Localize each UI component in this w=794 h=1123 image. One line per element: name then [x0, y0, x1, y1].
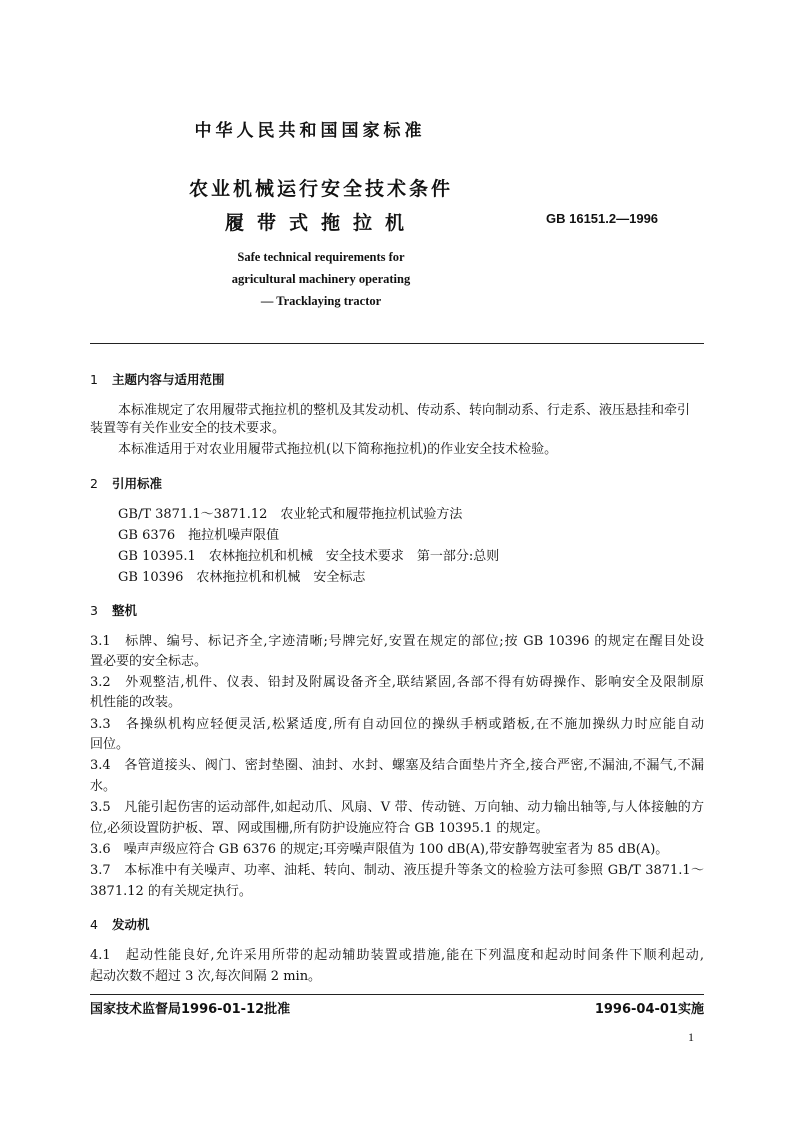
clause-line: 机性能的改装。: [90, 695, 182, 710]
reference-item: GB 6376 拖拉机噪声限值: [118, 528, 280, 543]
clause-line: 回位。: [90, 737, 130, 752]
clause-line: 3.7 本标准中有关噪声、功率、油耗、转向、制动、液压提升等条文的检验方法可参照 GB/T 3871.1～: [90, 863, 704, 878]
clause-line: 3.6 噪声声级应符合 GB 6376 的规定;耳旁噪声限值为 100 dB(A),带安静驾驶室者为 85 dB(A)。: [90, 842, 669, 857]
section-number: 3: [90, 603, 98, 618]
clause-line: 3.1 标牌、编号、标记齐全,字迹清晰;号牌完好,安置在规定的部位;按 GB 10396 的规定在醒目处设: [90, 634, 704, 649]
clause-line: 位,必须设置防护板、罩、网或围栅,所有防护设施应符合 GB 10395.1 的规定。: [90, 821, 549, 836]
section-number: 4: [90, 917, 98, 932]
clause-line: 置必要的安全标志。: [90, 654, 208, 669]
reference-item: GB/T 3871.1～3871.12 农业轮式和履带拖拉机试验方法: [118, 507, 463, 522]
reference-item: GB 10396 农林拖拉机和机械 安全标志: [118, 570, 366, 585]
english-title-line2: agricultural machinery operating: [231, 272, 411, 286]
page-number: 1: [688, 1030, 694, 1044]
section-number: 2: [90, 476, 98, 491]
section-heading: [90, 372, 225, 388]
header-divider: [90, 343, 704, 344]
section-number: 1: [90, 372, 98, 387]
section-heading: [90, 476, 162, 492]
section-title: 发动机: [112, 917, 150, 932]
section-heading: [90, 603, 137, 619]
clause-line: 3.3 各操纵机构应轻便灵活,松紧适度,所有自动回位的操纵手柄或踏板,在不施加操纵力时应能自动: [90, 717, 704, 732]
english-title-line3: — Tracklaying tractor: [260, 294, 382, 308]
clause-line: 起动次数不超过 3 次,每次间隔 2 min。: [90, 969, 322, 984]
implementation-date: 1996-04-01实施: [594, 1002, 704, 1017]
national-standard-heading: 中华人民共和国国家标准: [194, 121, 426, 141]
footer-divider: [90, 994, 704, 995]
clause-line: 3871.12 的有关规定执行。: [90, 884, 252, 899]
paragraph-line: 本标准规定了农用履带式拖拉机的整机及其发动机、传动系、转向制动系、行走系、液压悬挂和牵引: [118, 403, 691, 418]
standard-code: GB 16151.2—1996: [546, 211, 659, 226]
document-title-line2: 履带式拖拉机: [224, 212, 417, 234]
reference-item: GB 10395.1 农林拖拉机和机械 安全技术要求 第一部分:总则: [118, 549, 500, 564]
clause-line: 3.2 外观整洁,机件、仪表、铅封及附属设备齐全,联结紧固,各部不得有妨碍操作、影响安全及限制原: [90, 675, 704, 690]
section-title: 主题内容与适用范围: [112, 372, 225, 387]
clause-line: 3.4 各管道接头、阀门、密封垫圈、油封、水封、螺塞及结合面垫片齐全,接合严密,不漏油,不漏气,不漏: [90, 758, 704, 773]
document-title-line1: 农业机械运行安全技术条件: [188, 178, 453, 200]
approval-date: 国家技术监督局1996-01-12批准: [90, 1002, 291, 1017]
section-title: 整机: [112, 603, 138, 618]
english-title-line1: Safe technical requirements for: [237, 250, 405, 264]
clause-line: 水。: [90, 779, 117, 794]
section-title: 引用标准: [112, 476, 163, 491]
paragraph-line: 本标准适用于对农业用履带式拖拉机(以下简称拖拉机)的作业安全技术检验。: [118, 442, 558, 457]
section-heading: [90, 917, 150, 933]
paragraph-line: 装置等有关作业安全的技术要求。: [90, 421, 286, 436]
clause-line: 4.1 起动性能良好,允许采用所带的起动辅助装置或措施,能在下列温度和起动时间条件下顺利起动,: [90, 948, 704, 963]
clause-line: 3.5 凡能引起伤害的运动部件,如起动爪、风扇、V 带、传动链、万向轴、动力输出轴等,与人体接触的方: [90, 800, 704, 815]
